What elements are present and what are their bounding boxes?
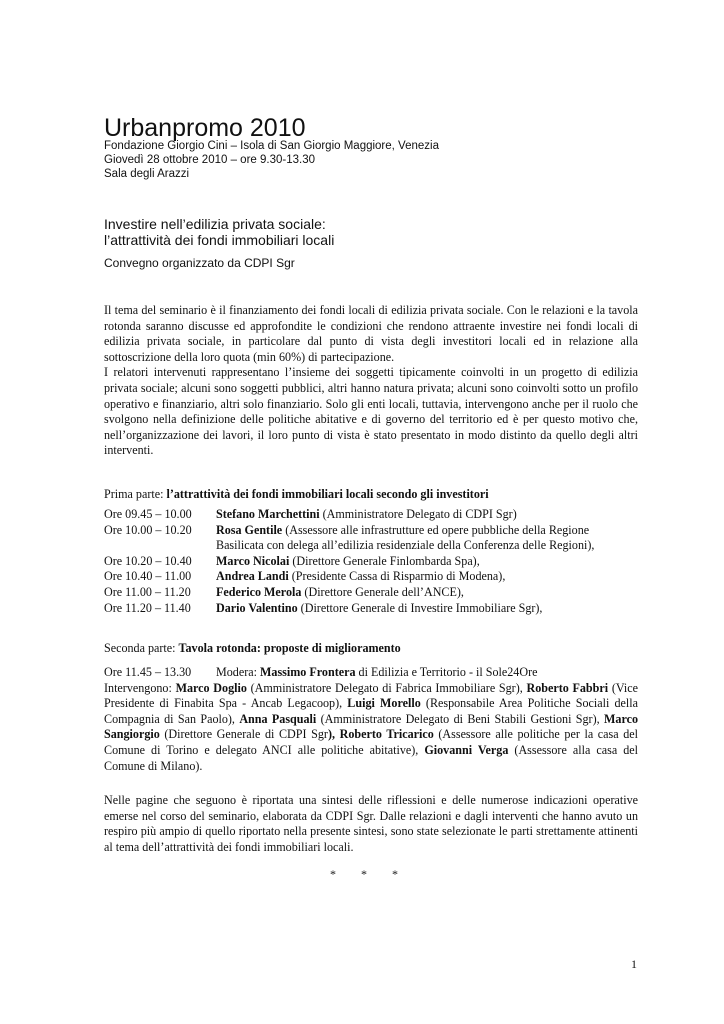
- speaker-role: (Direttore Generale di CDPI Sgr: [159, 727, 328, 742]
- schedule-time: Ore 11.00 – 11.20: [104, 584, 191, 599]
- schedule-speaker: [216, 523, 638, 554]
- heading-line-1: Investire nell’edilizia privata sociale:: [104, 216, 326, 232]
- part2-title: Tavola rotonda: proposte di miglioramento: [178, 641, 401, 655]
- schedule-speaker: [216, 554, 638, 570]
- schedule-row: [104, 601, 638, 617]
- speaker-role: (Amministratore Delegato di CDPI Sgr): [319, 507, 517, 521]
- speaker-role: (Direttore Generale di Investire Immobiliare Sgr),: [297, 600, 543, 615]
- section-separator: * * *: [330, 867, 398, 881]
- speaker-role: (Assessore alla casa del Comune di Milano).: [104, 742, 639, 773]
- moderator-role: di Edilizia e Territorio - il Sole24Ore: [355, 665, 538, 679]
- schedule-time: Ore 11.20 – 11.40: [104, 600, 191, 615]
- speaker-name: Marco Nicolai: [216, 553, 290, 568]
- part2-label: Seconda parte:: [104, 641, 179, 655]
- part2-schedule: [104, 665, 638, 774]
- speaker-role: (Direttore Generale Finlombarda Spa),: [289, 553, 480, 568]
- speaker-role: (Direttore Generale dell’ANCE),: [301, 584, 464, 599]
- schedule-speaker: [216, 585, 638, 601]
- closing-paragraph: Nelle pagine che seguono è riportata una sintesi delle riflessioni e delle numerose indicazioni operative emerse nel corso del seminario, elaborata da CDPI Sgr. Dalle relazioni e dagli interventi che hanno avuto un respiro più ampio di quello riportato nella presente sintesi, sono state selezionate le parti strettamente attinenti al tema dell’attrattività dei fondi immobiliari locali.: [104, 793, 638, 854]
- conference-heading: [104, 216, 334, 248]
- schedule-row: [104, 523, 638, 554]
- schedule-time: Ore 11.45 – 13.30: [104, 665, 192, 679]
- schedule-time: Ore 10.40 – 11.00: [104, 569, 192, 584]
- speaker-role: (Amministratore Delegato di Fabrica Immobiliare Sgr),: [246, 680, 527, 695]
- moderator-label: Modera:: [216, 665, 260, 679]
- schedule-row: [104, 569, 638, 585]
- speaker-name: Marco Sangiorgio: [104, 711, 639, 742]
- schedule-speaker: [216, 601, 638, 617]
- speaker-name: ), Roberto Tricarico: [327, 727, 434, 742]
- speaker-role: (Presidente Cassa di Risparmio di Modena),: [288, 569, 506, 584]
- page-number: 1: [631, 957, 637, 971]
- intro-paragraph-1: Il tema del seminario è il finanziamento dei fondi locali di edilizia privata sociale. Con le relazioni e la tavola rotonda saranno discusse ed approfondite le condizioni che rendono attraente investire nei fondi locali di edilizia privata sociale, in particolare dal punto di vista degli investitori locali ed in relazione alla sottoscrizione della loro quota (min 60%) di partecipazione.: [104, 303, 638, 364]
- speakers-paragraph: [104, 681, 638, 775]
- speaker-name: Roberto Fabbri: [526, 680, 609, 695]
- schedule-time: Ore 10.20 – 10.40: [104, 553, 192, 568]
- heading-line-2: l’attrattività dei fondi immobiliari locali: [104, 232, 335, 248]
- part1-label: Prima parte:: [104, 487, 167, 501]
- schedule-row: [104, 507, 638, 523]
- speaker-name: Luigi Morello: [347, 696, 421, 711]
- speaker-name: Dario Valentino: [216, 600, 298, 615]
- speaker-role: (Amministratore Delegato di Beni Stabili Gestioni Sgr),: [316, 711, 604, 726]
- part2-heading: [104, 641, 401, 657]
- document-title: Urbanpromo 2010: [104, 114, 306, 142]
- schedule-time: Ore 10.00 – 10.20: [104, 522, 192, 537]
- speaker-name: Marco Doglio: [175, 680, 247, 695]
- organizer-line: Convegno organizzato da CDPI Sgr: [104, 256, 295, 270]
- speaker-role: (Responsabile Area Politiche Sociali della Compagnia di San Paolo),: [104, 696, 638, 726]
- event-details: [104, 139, 439, 181]
- schedule-time: Ore 09.45 – 10.00: [104, 507, 192, 521]
- speaker-name: Anna Pasquali: [239, 711, 317, 726]
- part1-heading: [104, 487, 489, 503]
- moderator-row: [104, 665, 638, 681]
- speaker-name: Rosa Gentile: [216, 522, 283, 537]
- speaker-name: Giovanni Verga: [424, 742, 509, 757]
- schedule-speaker: [216, 507, 638, 523]
- schedule-row: [104, 554, 638, 570]
- schedule-speaker: [216, 569, 638, 585]
- intro-section: [104, 303, 638, 459]
- speaker-name: Stefano Marchettini: [216, 507, 320, 521]
- schedule-row: [104, 585, 638, 601]
- speakers-label: Intervengono:: [104, 680, 176, 695]
- speaker-name: Federico Merola: [216, 584, 302, 599]
- event-location: Fondazione Giorgio Cini – Isola di San Giorgio Maggiore, Venezia: [104, 140, 439, 152]
- part1-title: l’attrattività dei fondi immobiliari locali secondo gli investitori: [166, 487, 489, 501]
- moderator: [216, 665, 638, 681]
- intro-paragraph-2: I relatori intervenuti rappresentano l’insieme dei soggetti tipicamente coinvolti in un progetto di edilizia privata sociale; alcuni sono soggetti pubblici, altri hanno natura privata; alcuni sono coinvolti sotto un profilo operativo e finanziario, altri solo finanziario. Solo gli enti locali, tuttavia, intervengono anche per il ruolo che svolgono nella definizione delle politiche abitative e di governo del territorio ed è per questo motivo che, nell’organizzazione dei lavori, il loro punto di vista è stato presentato in modo distinto da quello degli altri interventi.: [104, 365, 638, 458]
- speaker-role: (Assessore alle infrastrutture ed opere pubbliche della Regione Basilicata con delega all’edilizia residenziale della Conferenza delle Regioni),: [216, 522, 595, 553]
- moderator-name: Massimo Frontera: [260, 665, 356, 679]
- speaker-role: (Assessore alle politiche per la casa del Comune di Torino e delegato ANCI alle politiche abitative),: [104, 727, 639, 757]
- event-datetime: Giovedì 28 ottobre 2010 – ore 9.30-13.30: [104, 154, 315, 166]
- speaker-name: Andrea Landi: [216, 569, 289, 584]
- part1-schedule: [104, 507, 638, 616]
- event-room: Sala degli Arazzi: [104, 168, 190, 180]
- speaker-role: (Vice Presidente di Finabita Spa - Ancab Legacoop),: [104, 680, 638, 711]
